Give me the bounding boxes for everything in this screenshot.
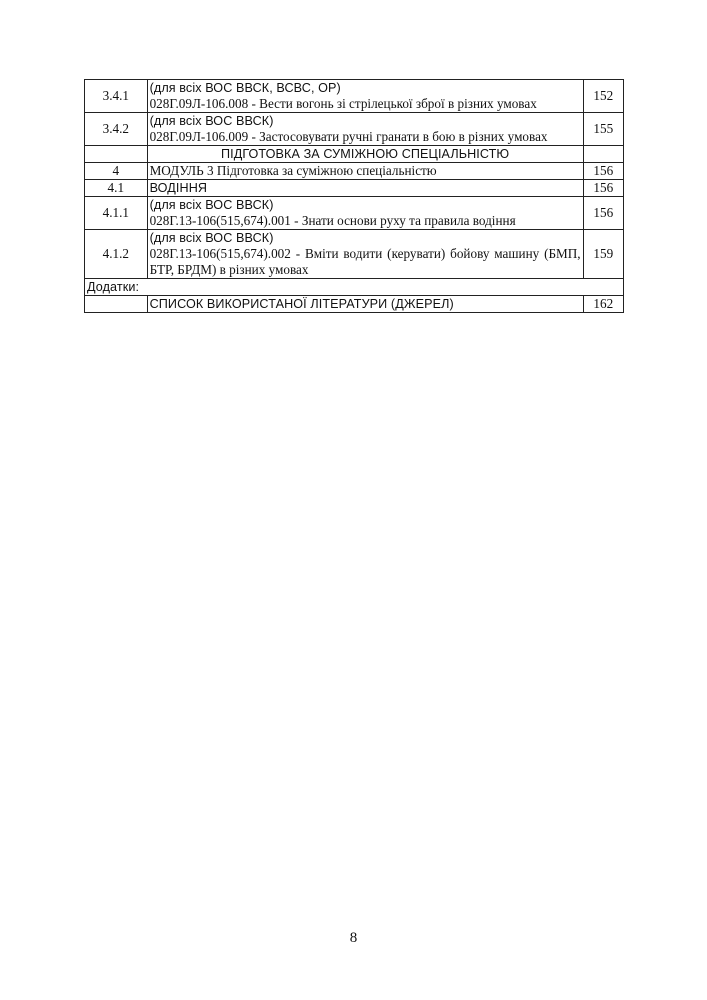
toc-row-references [85,296,624,313]
section-number: 3.4.1 [85,80,148,113]
section-title [147,180,583,197]
applicability-note: (для всіх ВОС ВВСК) [149,231,274,245]
section-title [147,163,583,180]
section-number [85,296,148,313]
page-ref: 162 [583,296,623,313]
section-title [147,146,583,163]
page-ref: 156 [583,197,623,230]
section-title [147,230,583,279]
applicability-note: (для всіх ВОС ВВСК, ВСВС, ОР) [149,81,341,95]
appendix-label [85,279,624,296]
applicability-note: (для всіх ВОС ВВСК) [149,198,274,212]
page-ref: 152 [583,80,623,113]
title-text: 028Г.13-106(515,674).002 - Вміти водити (керувати) бойову машину (БМП, БТР, БРДМ) в різних умовах [149,246,581,277]
toc-row-4-1 [85,180,624,197]
applicability-note: (для всіх ВОС ВВСК) [149,114,274,128]
toc-row-section-header [85,146,624,163]
section-title [147,80,583,113]
section-title [147,113,583,146]
toc-row-4-1-2 [85,230,624,279]
title-text: 028Г.09Л-106.008 - Вести вогонь зі стрілецької зброї в різних умовах [149,96,537,111]
section-number: 4.1.2 [85,230,148,279]
page-ref [583,146,623,163]
title-text: 028Г.09Л-106.009 - Застосовувати ручні гранати в бою в різних умовах [149,129,548,144]
page-ref: 156 [583,180,623,197]
toc-row-4-1-1 [85,197,624,230]
title-text: ВОДІННЯ [149,181,208,195]
section-title [147,296,583,313]
section-number: 4 [85,163,148,180]
section-heading: ПІДГОТОВКА ЗА СУМІЖНОЮ СПЕЦІАЛЬНІСТЮ [220,147,510,161]
section-title [147,197,583,230]
title-text: МОДУЛЬ 3 Підготовка за суміжною спеціальністю [149,163,437,178]
page-ref: 159 [583,230,623,279]
appendix-label-text: Додатки: [87,280,140,294]
page-number: 8 [349,930,358,946]
section-number [85,146,148,163]
toc-row-3-4-1 [85,80,624,113]
page-ref: 155 [583,113,623,146]
toc-row-4 [85,163,624,180]
title-text: СПИСОК ВИКОРИСТАНОЇ ЛІТЕРАТУРИ (ДЖЕРЕЛ) [149,297,454,311]
toc-row-appendix-label [85,279,624,296]
page-ref: 156 [583,163,623,180]
title-text: 028Г.13-106(515,674).001 - Знати основи руху та правила водіння [149,213,516,228]
table-of-contents [84,79,624,313]
section-number: 3.4.2 [85,113,148,146]
section-number: 4.1.1 [85,197,148,230]
section-number: 4.1 [85,180,148,197]
toc-row-3-4-2 [85,113,624,146]
